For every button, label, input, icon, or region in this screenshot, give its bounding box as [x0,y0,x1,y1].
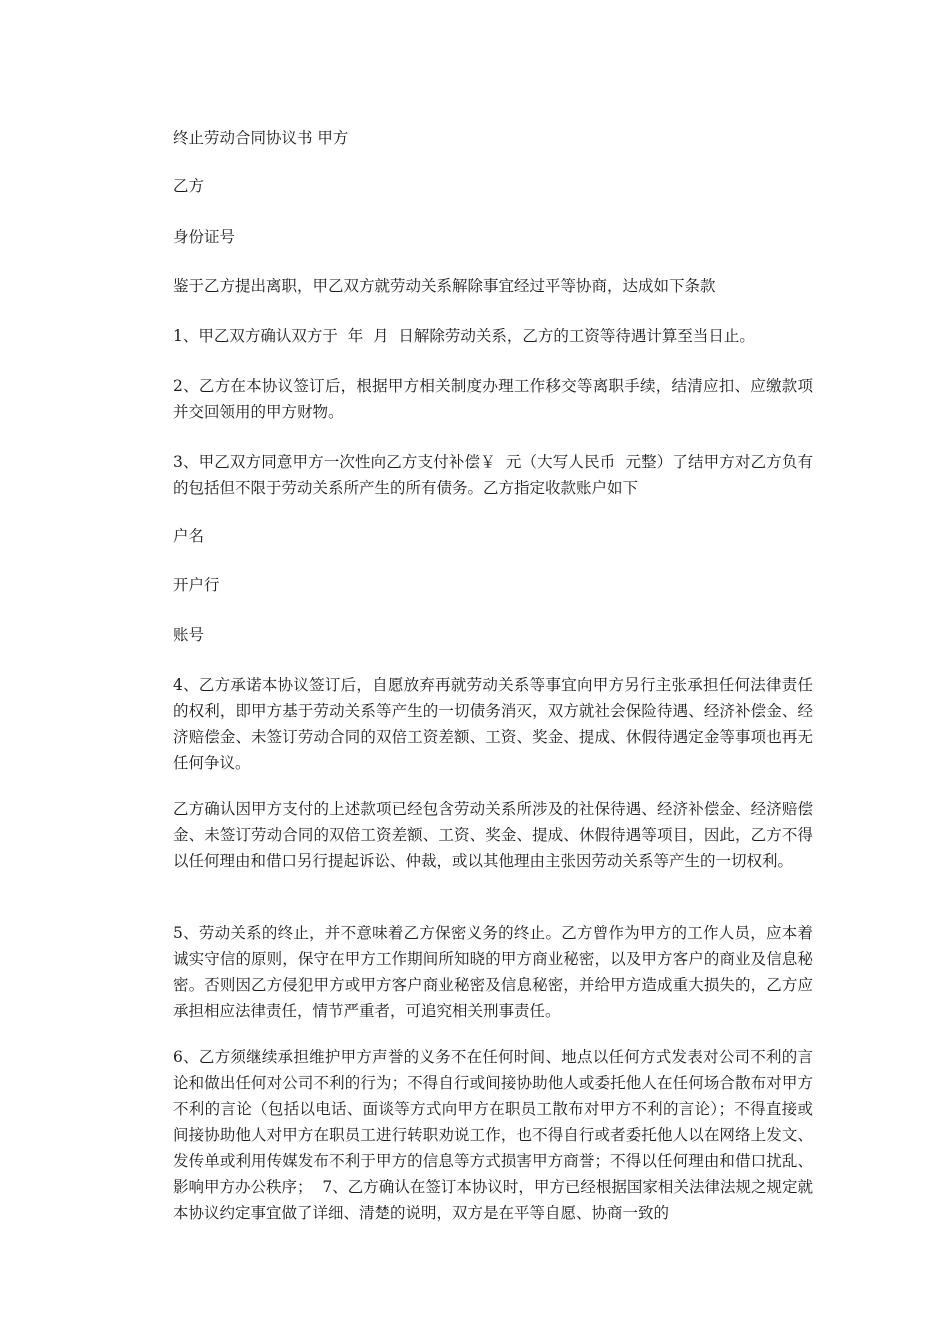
clause-2: 2、乙方在本协议签订后，根据甲方相关制度办理工作移交等离职手续，结清应扣、应缴款项并交回领用的甲方财物。 [173,377,813,421]
party-b-line: 乙方 [173,177,205,195]
clause-4: 4、乙方承诺本协议签订后，自愿放弃再就劳动关系等事宜向甲方另行主张承担任何法律责任的权利，即甲方基于劳动关系等产生的一切债务消灭，双方就社会保险待遇、经济补偿金、经济赔偿金、未签订劳动合同的双倍工资差额、工资、奖金、提成、休假待遇定金等事项也再无任何争议。 [173,676,813,772]
bank-line: 开户行 [173,576,220,594]
clause-3: 3、甲乙双方同意甲方一次性向乙方支付补偿￥ 元（大写人民币 元整）了结甲方对乙方负有的包括但不限于劳动关系所产生的所有债务。乙方指定收款账户如下 [173,453,813,497]
clause-4-confirmation: 乙方确认因甲方支付的上述款项已经包含劳动关系所涉及的社保待遇、经济补偿金、经济赔偿金、未签订劳动合同的双倍工资差额、工资、奖金、提成、休假待遇等项目，因此，乙方不得以任何理由和借口另行提起诉讼、仲裁，或以其他理由主张因劳动关系等产生的一切权利。 [173,800,813,870]
preamble-paragraph: 鉴于乙方提出离职，甲乙双方就劳动关系解除事宜经过平等协商，达成如下条款 [173,277,716,295]
account-name-line: 户名 [173,527,205,545]
clause-5: 5、劳动关系的终止，并不意味着乙方保密义务的终止。乙方曾作为甲方的工作人员，应本着诚实守信的原则，保守在甲方工作期间所知晓的甲方商业秘密，以及甲方客户的商业及信息秘密。否则因乙方侵犯甲方或甲方客户商业秘密及信息秘密，并给甲方造成重大损失的，乙方应承担相应法律责任，情节严重者，可追究相关刑事责任。 [173,924,813,1020]
id-number-line: 身份证号 [173,228,236,246]
clause-1: 1、甲乙双方确认双方于 年 月 日解除劳动关系，乙方的工资等待遇计算至当日止。 [173,327,755,345]
clause-6-7: 6、乙方须继续承担维护甲方声誉的义务不在任何时间、地点以任何方式发表对公司不利的言论和做出任何对公司不利的行为；不得自行或间接协助他人或委托他人在任何场合散布对甲方不利的言论（包括以电话、面谈等方式向甲方在职员工散布对甲方不利的言论）；不得直接或间接协助他人对甲方在职员工进行转职劝说工作，也不得自行或者委托他人以在网络上发文、发传单或利用传媒发布不利于甲方的信息等方式损害甲方商誉；不得以任何理由和借口扰乱、影响甲方办公秩序； 7、乙方确认在签订本协议时，甲方已经根据国家相关法律法规之规定就本协议约定事宜做了详细、清楚的说明，双方是在平等自愿、协商一致的 [173,1048,813,1222]
title-line: 终止劳动合同协议书 甲方 [173,129,349,147]
account-number-line: 账号 [173,626,205,644]
